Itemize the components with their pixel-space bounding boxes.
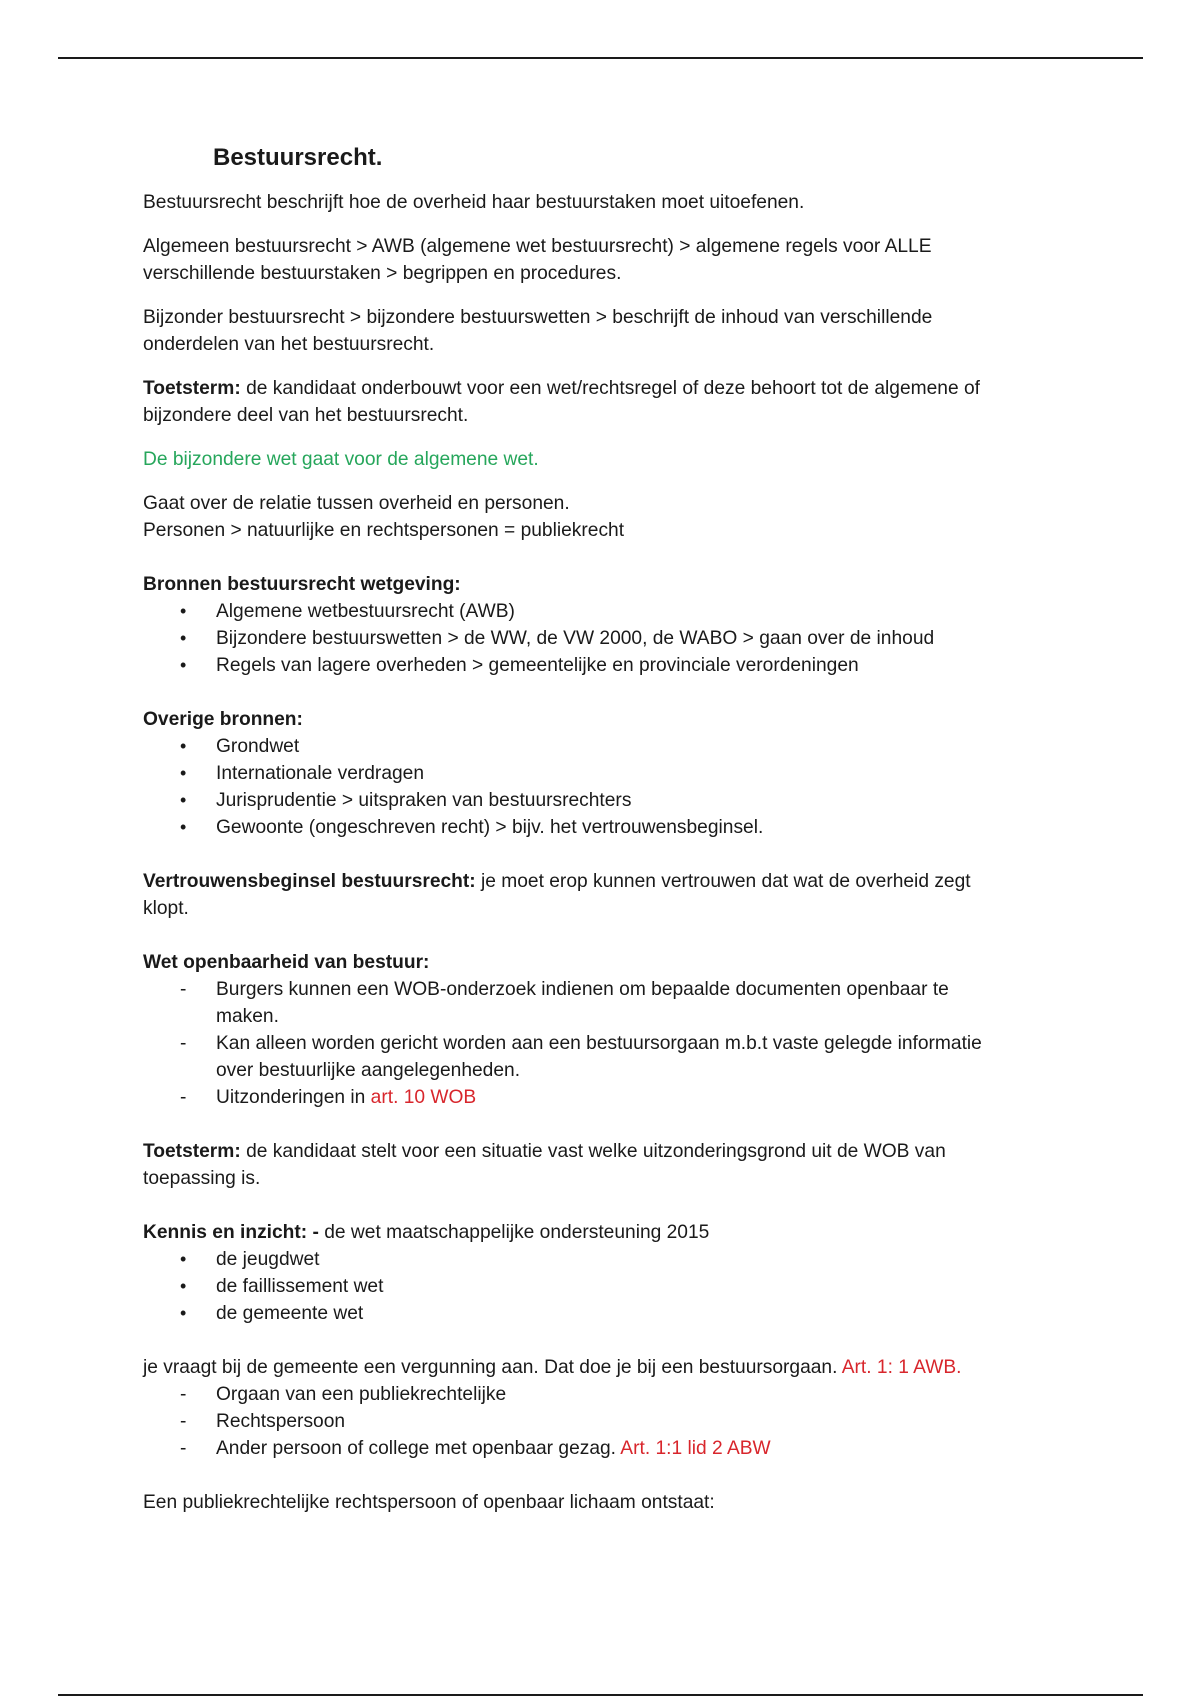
orgaan-list <box>143 1381 1063 1462</box>
list-item: - Uitzonderingen in art. 10 WOB <box>143 1084 1063 1111</box>
bullet-icon: • <box>180 655 187 675</box>
toetsterm-label-2: Toetsterm: <box>143 1141 241 1162</box>
bullet-icon: • <box>180 763 187 783</box>
toetsterm-label-1: Toetsterm: <box>143 378 241 399</box>
list-item: • de jeugdwet <box>143 1246 1063 1273</box>
list-item: - Orgaan van een publiekrechtelijke <box>143 1381 1063 1408</box>
bijzonder-line-2: onderdelen van het bestuursrecht. <box>143 334 435 355</box>
list-item: • Internationale verdragen <box>143 760 1063 787</box>
bullet-icon: • <box>180 601 187 621</box>
list-item: • Bijzondere bestuurswetten > de WW, de VW 2000, de WABO > gaan over de inhoud <box>143 625 1063 652</box>
kennis-label: Kennis en inzicht: - <box>143 1222 319 1243</box>
bijzonder-paragraph <box>143 304 1063 358</box>
toetsterm-text-1a: de kandidaat onderbouwt voor een wet/rechtsregel of deze behoort tot de algemene of <box>240 378 980 399</box>
list-item: • Gewoonte (ongeschreven recht) > bijv. het vertrouwensbeginsel. <box>143 814 1063 841</box>
vertrouwen-label: Vertrouwensbeginsel bestuursrecht: <box>143 871 476 892</box>
wob-article-ref: art. 10 WOB <box>370 1087 477 1108</box>
list-item: • Grondwet <box>143 733 1063 760</box>
toetsterm-text-2b: toepassing is. <box>143 1168 261 1189</box>
toetsterm-paragraph-1 <box>143 375 1063 429</box>
final-paragraph: Een publiekrechtelijke rechtspersoon of openbaar lichaam ontstaat: <box>143 1492 715 1513</box>
overige-heading: Overige bronnen: <box>143 709 303 730</box>
list-item: • Algemene wetbestuursrecht (AWB) <box>143 598 1063 625</box>
toetsterm-text-2a: de kandidaat stelt voor een situatie vast welke uitzonderingsgrond uit de WOB van <box>240 1141 946 1162</box>
orgaan-article-ref: Art. 1:1 lid 2 ABW <box>620 1438 771 1459</box>
bullet-icon: • <box>180 817 187 837</box>
toetsterm-text-1b: bijzondere deel van het bestuursrecht. <box>143 405 469 426</box>
bronnen-heading: Bronnen bestuursrecht wetgeving: <box>143 574 461 595</box>
list-item: - Rechtspersoon <box>143 1408 1063 1435</box>
dash-icon: - <box>180 1087 187 1108</box>
bijzonder-line-1: Bijzonder bestuursrecht > bijzondere bestuurswetten > beschrijft de inhoud van verschillende <box>143 307 933 328</box>
dash-icon: - <box>180 1384 187 1405</box>
bullet-icon: • <box>180 736 187 756</box>
list-item: • de faillissement wet <box>143 1273 1063 1300</box>
kennis-heading <box>143 1219 1063 1246</box>
bullet-icon: • <box>180 1249 187 1269</box>
algemeen-paragraph <box>143 233 1063 287</box>
bullet-icon: • <box>180 1276 187 1296</box>
algemeen-line-2: verschillende bestuurstaken > begrippen en procedures. <box>143 263 622 284</box>
document-body <box>143 143 1063 1533</box>
vertrouwen-text-b: klopt. <box>143 898 189 919</box>
vergunning-article-ref: Art. 1: 1 AWB. <box>841 1357 962 1378</box>
wob-list <box>143 976 1063 1111</box>
kennis-text: de wet maatschappelijke ondersteuning 2015 <box>318 1222 710 1243</box>
dash-icon: - <box>180 979 187 1000</box>
vertrouwen-text-a: je moet erop kunnen vertrouwen dat wat de overheid zegt <box>475 871 971 892</box>
relatie-line-2: Personen > natuurlijke en rechtspersonen = publiekrecht <box>143 520 625 541</box>
dash-icon: - <box>180 1033 187 1054</box>
relatie-line-1: Gaat over de relatie tussen overheid en personen. <box>143 493 570 514</box>
dash-icon: - <box>180 1411 187 1432</box>
green-note: De bijzondere wet gaat voor de algemene wet. <box>143 449 539 470</box>
vergunning-line <box>143 1354 1063 1381</box>
bullet-icon: • <box>180 790 187 810</box>
relatie-paragraph <box>143 490 1063 544</box>
bullet-icon: • <box>180 1303 187 1323</box>
wob-heading: Wet openbaarheid van bestuur: <box>143 952 430 973</box>
overige-list <box>143 733 1063 841</box>
intro-paragraph: Bestuursrecht beschrijft hoe de overheid haar bestuurstaken moet uitoefenen. <box>143 192 805 213</box>
bullet-icon: • <box>180 628 187 648</box>
footer-rule <box>58 1694 1143 1696</box>
list-item: • de gemeente wet <box>143 1300 1063 1327</box>
list-item: • Regels van lagere overheden > gemeentelijke en provinciale verordeningen <box>143 652 1063 679</box>
bronnen-list <box>143 598 1063 679</box>
list-item: - Kan alleen worden gericht worden aan een bestuursorgaan m.b.t vaste gelegde informatie over bestuurlijke aangelegenheden. <box>143 1030 1063 1084</box>
vertrouwen-paragraph <box>143 868 1063 922</box>
list-item: - Ander persoon of college met openbaar gezag. Art. 1:1 lid 2 ABW <box>143 1435 1063 1462</box>
vergunning-text: je vraagt bij de gemeente een vergunning aan. Dat doe je bij een bestuursorgaan. <box>143 1357 842 1378</box>
dash-icon: - <box>180 1438 187 1459</box>
toetsterm-paragraph-2 <box>143 1138 1063 1192</box>
algemeen-line-1: Algemeen bestuursrecht > AWB (algemene wet bestuursrecht) > algemene regels voor ALLE <box>143 236 932 257</box>
header-rule <box>58 57 1143 59</box>
page-title: Bestuursrecht. <box>213 144 383 171</box>
list-item: - Burgers kunnen een WOB-onderzoek indienen om bepaalde documenten openbaar te maken. <box>143 976 1063 1030</box>
list-item: • Jurisprudentie > uitspraken van bestuursrechters <box>143 787 1063 814</box>
kennis-list <box>143 1246 1063 1327</box>
